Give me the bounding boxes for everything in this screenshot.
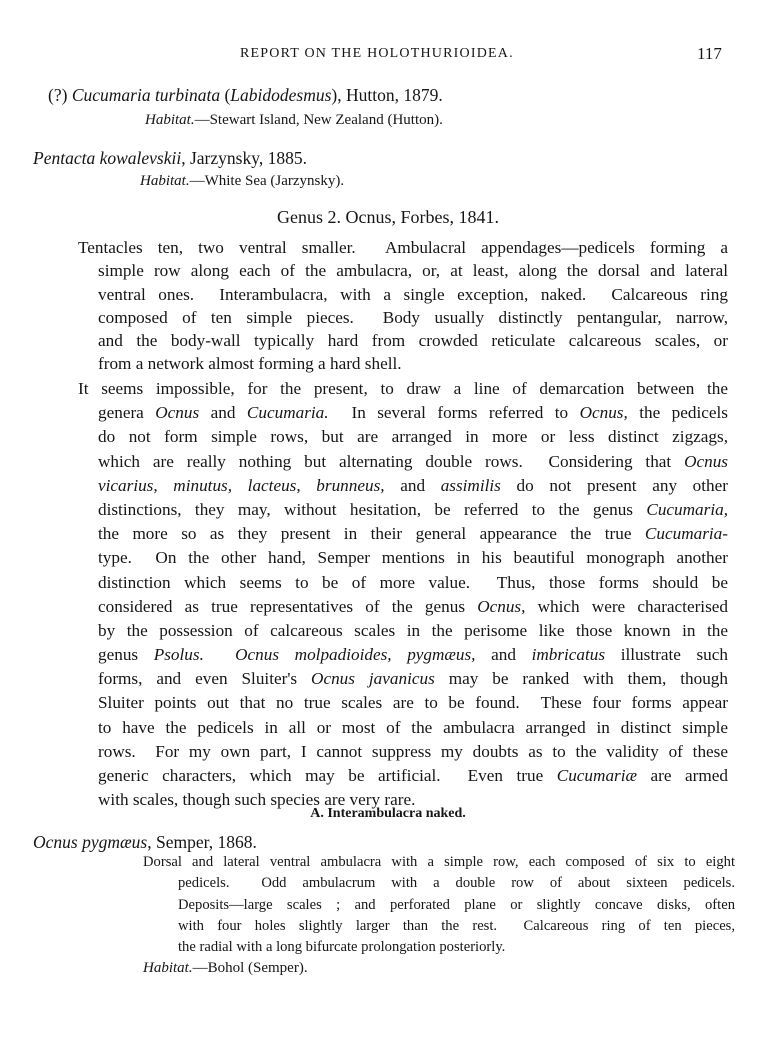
- text-line: [98, 425, 728, 449]
- text-segment: Deposits—large scales ; and perforated plane or slightly concave disks, often: [178, 896, 735, 913]
- text-line: [143, 852, 735, 873]
- text-segment: Tentacles ten, two ventral smaller. Ambulacral appendages—pedicels forming a: [78, 238, 728, 257]
- text-line: [98, 474, 728, 498]
- italic-text: Cucumariæ: [556, 766, 637, 785]
- italic-text: Cucumaria.: [246, 403, 329, 423]
- species-author: , Jarzynsky, 1885.: [181, 148, 307, 168]
- text-line: [98, 667, 728, 691]
- running-header: REPORT ON THE HOLOTHURIOIDEA.: [240, 46, 514, 61]
- text-line: [78, 236, 728, 259]
- text-segment: and the body-wall typically hard from crowded reticulate calcareous scales, or: [98, 331, 728, 351]
- species-author: ), Hutton, 1879.: [331, 85, 443, 105]
- text-segment: ventral ones. Interambulacra, with a single exception, naked. Calcareous ring: [98, 284, 728, 304]
- italic-text: Ocnus javanicus: [311, 669, 435, 689]
- text-line: [98, 619, 728, 643]
- species-name: Cucumaria turbinata: [71, 85, 221, 105]
- text-segment: [204, 645, 235, 664]
- subsection-heading: A. Interambulacra naked.: [310, 806, 466, 821]
- text-line: [98, 643, 728, 667]
- text-line: [98, 259, 728, 282]
- text-segment: do not form simple rows, but are arranged in more or less distinct zigzags,: [98, 427, 728, 447]
- text-segment: distinctions, they may, without hesitation, be referred to the genus: [98, 499, 647, 519]
- text-line: [78, 377, 728, 401]
- subgenus-name: Labidodesmus: [230, 85, 332, 105]
- text-segment: pedicels. Odd ambulacrum with a double row of about sixteen pedicels.: [178, 875, 735, 892]
- paragraph-diagnosis: [78, 236, 728, 376]
- italic-text: Ocnus: [155, 403, 200, 423]
- text-line: [98, 716, 728, 740]
- species-name: Pentacta kowalevskii: [33, 148, 182, 168]
- paragraph-discussion: [78, 377, 728, 812]
- habitat-label: Habitat.: [145, 112, 195, 128]
- text-segment: and: [199, 403, 247, 423]
- text-line: [98, 352, 728, 375]
- text-segment: In several forms referred to: [328, 403, 580, 423]
- text-segment: Sluiter points out that no true scales are to be found. These four forms appear: [98, 693, 728, 713]
- text-segment: with scales, though such species are very rare.: [98, 790, 416, 810]
- text-line: [98, 571, 728, 595]
- paragraph-description: [143, 852, 735, 958]
- text-segment: composed of ten simple pieces. Body usually distinctly pentangular, narrow,: [98, 307, 728, 327]
- text-segment: may be ranked with them, though: [434, 669, 728, 689]
- text-segment: genera: [98, 403, 156, 423]
- text-line: [178, 916, 735, 937]
- italic-text: Cucumaria,: [646, 499, 728, 519]
- text-segment: by the possession of calcareous scales in the perisome like those known in the: [98, 620, 728, 640]
- text-segment: simple row along each of the ambulacra, or, at least, along the dorsal and lateral: [98, 261, 728, 281]
- species-author: , Semper, 1868.: [147, 832, 257, 852]
- habitat-line: [140, 173, 344, 190]
- habitat-label: Habitat.: [143, 960, 193, 976]
- text-segment: to have the pedicels in all or most of the ambulacra arranged in distinct simple: [98, 717, 728, 737]
- italic-text: Cucumaria-: [644, 524, 728, 544]
- habitat-text: —Bohol (Semper).: [192, 960, 308, 976]
- habitat-label: Habitat.: [140, 173, 190, 189]
- text-line: [98, 401, 728, 425]
- species-name: Ocnus pygmæus: [33, 832, 148, 852]
- text-segment: do not present any other: [500, 475, 728, 495]
- text-segment: considered as true representatives of the genus: [98, 596, 478, 616]
- prefix: (?): [48, 85, 72, 105]
- habitat-text: —White Sea (Jarzynsky).: [189, 173, 345, 189]
- text-segment: the pedicels: [627, 403, 728, 423]
- text-line: [98, 498, 728, 522]
- italic-text: Ocnus,: [579, 403, 628, 423]
- text-segment: which are really nothing but alternating double rows. Considering that: [98, 451, 685, 471]
- text-segment: which were characterised: [525, 596, 728, 616]
- text-segment: distinction which seems to be of more value. Thus, those forms should be: [98, 572, 728, 592]
- text-line: [178, 937, 735, 958]
- text-line: [178, 895, 735, 916]
- italic-text: vicarius, minutus, lacteus, brunneus,: [98, 475, 385, 495]
- text-segment: the more so as they present in their general appearance the true: [98, 524, 645, 544]
- paren: (: [220, 85, 231, 105]
- text-line: [178, 873, 735, 894]
- text-line: [98, 329, 728, 352]
- text-line: [98, 740, 728, 764]
- text-segment: and: [384, 475, 441, 495]
- text-segment: forms, and even Sluiter's: [98, 669, 312, 689]
- text-segment: genus: [98, 645, 154, 665]
- text-segment: with four holes slightly larger than the rest. Calcareous ring of ten pieces,: [178, 917, 735, 934]
- habitat-text: —Stewart Island, New Zealand (Hutton).: [194, 112, 443, 128]
- text-line: [98, 764, 728, 788]
- habitat-line: [143, 960, 308, 977]
- text-segment: It seems impossible, for the present, to draw a line of demarcation between the: [78, 379, 728, 398]
- text-line: [98, 283, 728, 306]
- text-segment: illustrate such: [605, 645, 728, 665]
- italic-text: Ocnus,: [477, 596, 526, 616]
- text-segment: generic characters, which may be artificial. Even true: [98, 766, 557, 785]
- species-entry-ocnus: [33, 832, 257, 853]
- text-line: [98, 306, 728, 329]
- text-line: [98, 450, 728, 474]
- text-segment: the radial with a long bifurcate prolongation posteriorly.: [178, 939, 506, 956]
- italic-text: assimilis: [440, 475, 501, 495]
- text-line: [98, 546, 728, 570]
- habitat-line: [145, 112, 443, 129]
- text-segment: from a network almost forming a hard shell.: [98, 354, 402, 374]
- italic-text: Ocnus molpadioides, pygmæus,: [235, 645, 476, 665]
- text-segment: and: [475, 645, 532, 665]
- text-segment: are armed: [636, 766, 728, 785]
- text-line: [98, 595, 728, 619]
- species-entry-cucumaria: [48, 85, 443, 106]
- species-entry-pentacta: [33, 148, 307, 169]
- text-segment: rows. For my own part, I cannot suppress my doubts as to the validity of these: [98, 741, 728, 761]
- text-line: [98, 691, 728, 715]
- text-segment: type. On the other hand, Semper mentions in his beautiful monograph another: [98, 548, 728, 568]
- italic-text: Ocnus: [684, 451, 728, 471]
- genus-heading: Genus 2. Ocnus, Forbes, 1841.: [277, 207, 499, 227]
- italic-text: Psolus.: [153, 645, 204, 665]
- text-line: [98, 522, 728, 546]
- italic-text: imbricatus: [531, 645, 606, 665]
- text-segment: Dorsal and lateral ventral ambulacra with a simple row, each composed of six to eight: [143, 854, 735, 870]
- page-number: 117: [697, 44, 722, 63]
